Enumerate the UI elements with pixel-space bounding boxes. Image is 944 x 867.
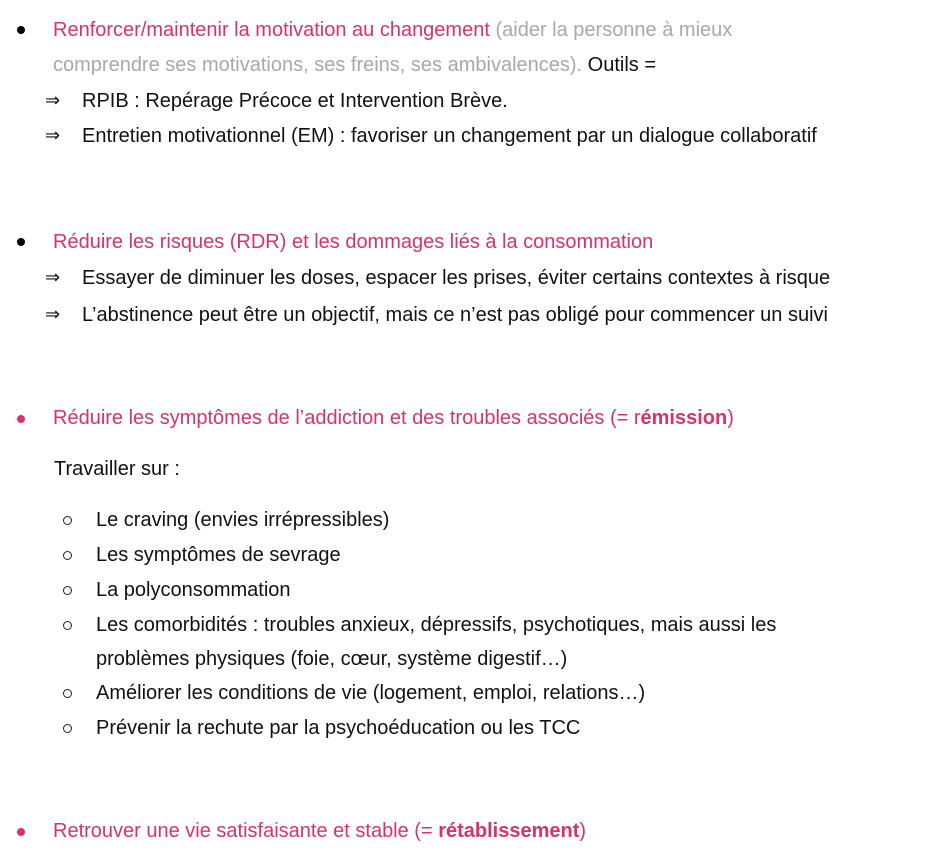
arrow-icon: ⇒ <box>45 267 61 288</box>
circle-bullet-icon <box>63 516 72 525</box>
section-heading: Renforcer/maintenir la motivation au changement <box>53 19 490 41</box>
circle-bullet-icon <box>63 551 72 560</box>
tools-label: Outils = <box>587 54 657 76</box>
section-intro: Travailler sur : <box>54 458 180 480</box>
bullet-icon <box>17 238 25 246</box>
circle-bullet-icon <box>63 689 72 698</box>
heading-prefix: Réduire les symptômes de l’addiction et des troubles associés (= r <box>53 407 641 429</box>
arrow-icon: ⇒ <box>45 304 61 325</box>
heading-bold: rétablissement <box>438 820 580 842</box>
heading-suffix: ) <box>579 820 587 842</box>
section-4-heading <box>53 817 586 845</box>
section-note: (aider la personne à mieux <box>495 19 733 41</box>
section-1-heading-line <box>53 16 732 44</box>
list-item: Les symptômes de sevrage <box>96 544 341 566</box>
section-heading: Réduire les risques (RDR) et les dommages liés à la consommation <box>53 231 654 253</box>
list-item: Améliorer les conditions de vie (logement, emploi, relations…) <box>96 682 646 704</box>
bullet-icon <box>17 415 25 423</box>
list-item: Le craving (envies irrépressibles) <box>96 509 390 531</box>
list-item: Prévenir la rechute par la psychoéducation ou les TCC <box>96 717 581 739</box>
heading-prefix: Retrouver une vie satisfaisante et stable (= <box>53 820 439 842</box>
list-item: Les comorbidités : troubles anxieux, dépressifs, psychotiques, mais aussi les <box>96 614 777 636</box>
section-1-note-line <box>53 51 656 79</box>
list-item-continuation: problèmes physiques (foie, cœur, système digestif…) <box>96 648 568 670</box>
point-text: Essayer de diminuer les doses, espacer les prises, éviter certains contextes à risque <box>82 267 831 289</box>
bullet-icon <box>17 26 25 34</box>
circle-bullet-icon <box>63 724 72 733</box>
point-text: Entretien motivationnel (EM) : favoriser un changement par un dialogue collaboratif <box>82 125 817 147</box>
heading-suffix: ) <box>727 407 734 429</box>
arrow-icon: ⇒ <box>45 125 61 146</box>
point-text: RPIB : Repérage Précoce et Intervention Brève. <box>82 90 508 112</box>
list-item: La polyconsommation <box>96 579 291 601</box>
section-3-heading <box>53 404 734 432</box>
point-text: L’abstinence peut être un objectif, mais ce n’est pas obligé pour commencer un suivi <box>82 304 828 326</box>
bullet-icon <box>17 828 25 836</box>
circle-bullet-icon <box>63 621 72 630</box>
section-note: comprendre ses motivations, ses freins, ses ambivalences). <box>53 54 583 76</box>
heading-bold: émission <box>640 407 728 429</box>
arrow-icon: ⇒ <box>45 90 61 111</box>
circle-bullet-icon <box>63 586 72 595</box>
